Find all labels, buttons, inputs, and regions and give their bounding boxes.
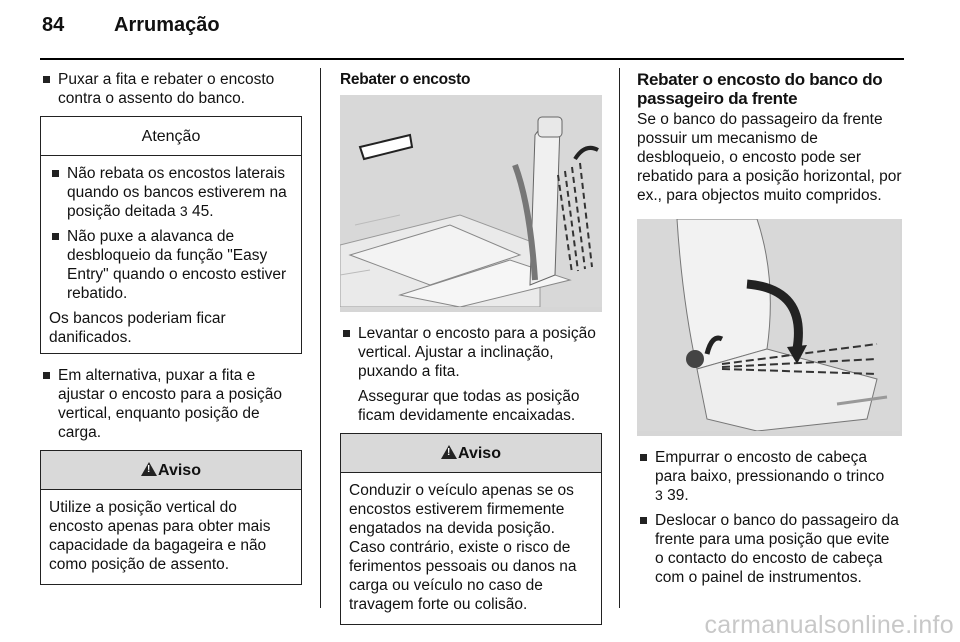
attention-box — [40, 116, 302, 354]
section-heading: Rebater o encosto — [340, 71, 471, 88]
front-seat-illustration — [637, 219, 902, 436]
warning-text: Utilize a posição vertical do encosto apenas para obter mais capacidade da bagageira e não como posição de assento. — [49, 499, 271, 573]
paragraph: Se o banco do passageiro da frente possuir um mecanismo de desbloqueio, o encosto pode ser rebatido para a posição horizontal, por ex., para objectos muito compridos. — [637, 111, 902, 204]
section-heading: Rebater o encosto do banco do passageiro da frente — [637, 70, 883, 108]
warning-box — [40, 450, 302, 585]
bullet-icon — [640, 454, 647, 461]
header-rule — [40, 58, 904, 60]
page-ref-glyph: 3 — [655, 487, 663, 503]
list-item: Deslocar o banco do passageiro da frente para uma posição que evite o contacto do encosto de cabeça com o painel de instrumentos. — [637, 511, 902, 587]
front-seat-fold-figure — [637, 219, 900, 431]
warning-icon: ! — [141, 462, 157, 476]
bullet-icon — [640, 517, 647, 524]
warning-box — [340, 433, 602, 625]
bullet-icon — [43, 76, 50, 83]
attention-note: Os bancos poderiam ficar danificados. — [49, 310, 226, 346]
rear-seat-illustration — [340, 95, 602, 312]
page-ref-link[interactable]: 39. — [667, 487, 689, 504]
page-header — [42, 14, 220, 37]
page-number: 84 — [42, 14, 65, 36]
list-item: Levantar o encosto para a posição vertical. Ajustar a inclinação, puxando a fita. — [340, 324, 602, 381]
list-item: Não puxe a alavanca de desbloqueio da função "Easy Entry" quando o encosto estiver rebatido. — [49, 227, 293, 303]
list-item: Não rebata os encostos laterais quando os bancos estiverem na posição deitada 3 45. — [49, 164, 293, 221]
attention-title: Atenção — [41, 117, 301, 156]
bullet-icon — [43, 372, 50, 379]
column-divider — [619, 68, 620, 608]
warning-icon: ! — [441, 445, 457, 459]
list-item: Em alternativa, puxar a fita e ajustar o encosto para a posição vertical, enquanto posição de carga. — [40, 366, 302, 442]
column-2 — [340, 70, 602, 637]
column-3 — [637, 70, 902, 593]
warning-text: Conduzir o veículo apenas se os encostos estiverem firmemente engatados na devida posição. Caso contrário, existe o risco de ferimentos pessoais ou danos na carga ou veículo no caso de travagem forte ou colisão. — [349, 482, 577, 613]
list-item: Empurrar o encosto de cabeça para baixo, pressionando o trinco 3 39. — [637, 448, 902, 505]
watermark: carmanualsonline.info — [704, 611, 954, 639]
column-1 — [40, 70, 302, 597]
page-ref-link[interactable]: 45. — [192, 203, 214, 220]
column-divider — [320, 68, 321, 608]
bullet-icon — [343, 330, 350, 337]
seat-fold-figure — [340, 95, 602, 307]
warning-title: ! Aviso — [41, 451, 301, 490]
page-ref-glyph: 3 — [179, 203, 188, 219]
bullet-icon — [52, 233, 59, 240]
warning-title: ! Aviso — [341, 434, 601, 473]
bullet-icon — [52, 170, 59, 177]
page-title: Arrumação — [114, 14, 220, 36]
list-item: Puxar a fita e rebater o encosto contra o assento do banco. — [40, 70, 302, 108]
paragraph: Assegurar que todas as posição ficam devidamente encaixadas. — [358, 388, 580, 424]
